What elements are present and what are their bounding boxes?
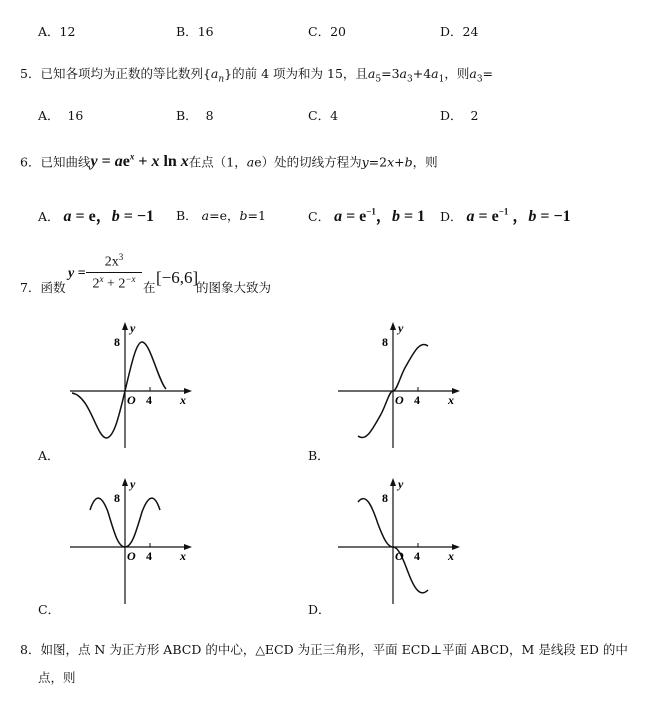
- q6-stem-d: ，则: [412, 154, 438, 170]
- graph-b-y-label: y: [398, 321, 404, 335]
- q4-option-d-text: 24: [462, 24, 479, 39]
- graph-d-x-tick-label: 4: [414, 549, 420, 563]
- q8-number: 8．: [20, 642, 41, 657]
- q6-curve-exp: x: [129, 152, 135, 162]
- graph-d-y-tick-label: 8: [382, 491, 388, 505]
- q5-option-c-label: C．: [308, 108, 331, 123]
- q6-option-a[interactable]: [38, 203, 154, 226]
- q4-option-b-text: 16: [197, 24, 214, 39]
- q7-graph-a: [66, 320, 196, 450]
- q7-fn-den-b-exp: −x: [125, 273, 136, 284]
- q6-option-b-label: B．: [176, 208, 198, 223]
- q6-option-c-a: a: [334, 208, 343, 225]
- graph-b-y-tick-label: 8: [382, 335, 388, 349]
- q6-stem-ae2: e: [254, 154, 262, 170]
- q6-option-a-b: b: [111, 208, 120, 225]
- q5-seq-open: {: [202, 66, 211, 81]
- q5-cond-a1: a: [431, 66, 439, 81]
- q6-number: 6．: [20, 154, 41, 170]
- graph-a-x-tick-label: 4: [146, 393, 152, 407]
- q5-cond-a3: a: [399, 66, 407, 81]
- graph-d-y-arrow-icon: [390, 478, 396, 486]
- q5-stem-a: 已知各项均为正数的等比数列: [40, 66, 203, 81]
- q5-cond-eq: =3: [381, 66, 400, 81]
- q7-graph-b: [334, 320, 464, 450]
- q6-curve-x2: x: [180, 153, 189, 171]
- q6-tangent-eq: =2: [368, 154, 388, 170]
- q7-graph-d: [334, 476, 464, 606]
- graph-a-curve: [72, 342, 166, 438]
- q7-stem-b: 在: [143, 280, 156, 295]
- q7-number: 7．: [20, 280, 41, 295]
- q6-option-c-sep: ，: [375, 208, 392, 225]
- q5-cond-a5-sub: 5: [375, 74, 382, 85]
- q6-curve-a: a: [114, 153, 123, 171]
- q4-option-a-label: A．: [38, 24, 60, 39]
- q6-option-d-expr: [467, 208, 571, 225]
- q6-option-a-eq2: = −1: [119, 208, 154, 225]
- q6-option-b-b: b: [239, 208, 248, 223]
- q6-curve-x: x: [151, 153, 160, 171]
- graph-b-y-arrow-icon: [390, 322, 396, 330]
- q4-option-b-label: B．: [176, 24, 198, 39]
- q6-option-d-eq1: = e: [474, 208, 499, 225]
- q6-option-d-exp: −1: [498, 206, 509, 217]
- q6-stem-b: 在点（1，: [188, 154, 247, 170]
- q6-option-b-a: a: [201, 208, 210, 223]
- q5-option-b[interactable]: [176, 106, 214, 124]
- q7-interval: [−6,6]: [156, 268, 199, 287]
- q5-option-d-text: 2: [470, 108, 479, 123]
- q4-option-c[interactable]: [308, 22, 346, 40]
- q7-number-line: [20, 278, 65, 296]
- q5-seq-close: }: [224, 66, 233, 81]
- q6-curve-y: y: [90, 153, 98, 171]
- q5-cond-a1-sub: 1: [438, 74, 445, 85]
- q6-option-d-label: D．: [440, 209, 463, 224]
- q8-line-1: [20, 640, 628, 658]
- q6-option-c-eq2: = 1: [399, 208, 426, 225]
- q4-option-b[interactable]: [176, 22, 214, 40]
- q6-option-b[interactable]: [176, 206, 266, 224]
- q6-option-d-a: a: [466, 208, 475, 225]
- q7-fn-num-exp: 3: [118, 252, 124, 262]
- q5-option-d-label: D．: [440, 108, 463, 123]
- q4-option-a[interactable]: [38, 22, 75, 40]
- q5-stem-c: ，则: [444, 66, 470, 81]
- q4-option-c-label: C．: [308, 24, 331, 39]
- q7-stem-c: 的图象大致为: [196, 280, 272, 295]
- q5-option-a-text: 16: [67, 108, 84, 123]
- q5-ask-sub: 3: [476, 74, 483, 85]
- q7-fn-den-a: 2: [92, 276, 100, 292]
- q6-option-d-b: b: [528, 208, 537, 225]
- q7-stem-a: 函数: [40, 280, 66, 295]
- q5-option-b-label: B．: [176, 108, 198, 123]
- q4-option-d-label: D．: [440, 24, 463, 39]
- graph-c-x-label: x: [180, 549, 186, 563]
- graph-b-x-tick-label: 4: [414, 393, 420, 407]
- q5-cond-a3-sub: 3: [406, 74, 413, 85]
- q6-tangent-x: x: [387, 154, 395, 170]
- q6-curve-e: e: [122, 153, 130, 171]
- q6-option-a-eq1: = e，: [71, 208, 112, 225]
- q6-option-a-a: a: [63, 208, 72, 225]
- q6-curve-ln: ln: [159, 153, 181, 171]
- q7-fn-numerator: [86, 252, 142, 271]
- q7-fn-den-a-exp: x: [99, 273, 104, 284]
- graph-c-y-arrow-icon: [122, 478, 128, 486]
- graph-c-y-tick-label: 8: [114, 491, 120, 505]
- q5-ask-a: a: [469, 66, 477, 81]
- q5-option-d[interactable]: [440, 106, 478, 124]
- q6-option-c[interactable]: [308, 203, 425, 226]
- q7-graph-c: [66, 476, 196, 606]
- q6-option-d[interactable]: [440, 203, 571, 226]
- graph-a-y-tick-label: 8: [114, 335, 120, 349]
- graph-d-x-label: x: [448, 549, 454, 563]
- q7-fn-den-plus: + 2: [103, 276, 126, 292]
- q6-option-a-label: A．: [38, 209, 60, 224]
- q7-fn-num: 2x: [104, 254, 119, 270]
- q6-stem-ae: a: [246, 154, 255, 170]
- q5-stem: [20, 64, 493, 85]
- q7-option-c-label[interactable]: C．: [38, 602, 61, 617]
- q7-fn-lhs: [68, 266, 86, 282]
- q6-option-c-expr: [334, 208, 425, 225]
- graph-c-x-tick-label: 4: [146, 549, 152, 563]
- q6-curve-equation: [90, 153, 188, 170]
- q5-option-a[interactable]: [38, 106, 83, 124]
- q5-cond-a5: a: [367, 66, 376, 81]
- q4-option-d[interactable]: [440, 22, 478, 40]
- q5-ask-eq: =: [482, 66, 494, 81]
- q6-option-a-expr: [64, 208, 154, 225]
- q7-fn-denominator: [86, 274, 142, 293]
- q6-stem-c: ）处的切线方程为: [261, 154, 362, 170]
- q6-option-b-eq1: =e，: [209, 208, 240, 223]
- q7-option-b-label[interactable]: B．: [308, 448, 330, 463]
- graph-b-x-label: x: [448, 393, 454, 407]
- q6-option-b-eq2: =1: [247, 208, 266, 223]
- q5-option-b-text: 8: [205, 108, 214, 123]
- q7-option-d-label[interactable]: D．: [308, 602, 331, 617]
- q5-option-c-text: 4: [330, 108, 339, 123]
- q6-option-c-eq1: = e: [342, 208, 367, 225]
- q6-tangent-y: y: [361, 154, 369, 170]
- q7-fn-fraction: [86, 252, 142, 292]
- q4-option-c-text: 20: [330, 24, 346, 39]
- q4-option-a-text: 12: [59, 24, 76, 39]
- q8-line-2: 点，则: [38, 670, 76, 685]
- graph-a-y-arrow-icon: [122, 322, 128, 330]
- q6-curve-eq: =: [97, 153, 115, 171]
- graph-a-y-label: y: [130, 321, 136, 335]
- q5-seq-sub: n: [218, 74, 225, 85]
- q6-tangent-b: b: [404, 154, 413, 170]
- q5-seq-var: a: [210, 66, 219, 81]
- q6-stem-a: 已知曲线: [40, 154, 91, 170]
- q6-option-d-eq2: = −1: [536, 208, 571, 225]
- q5-option-c[interactable]: [308, 106, 338, 124]
- q7-option-a-label[interactable]: A．: [38, 448, 60, 463]
- q5-stem-b: 的前 4 项为和为 15，且: [232, 66, 368, 81]
- graph-c-origin: O: [127, 549, 136, 563]
- q7-fn-y: y: [68, 266, 75, 281]
- q6-option-c-label: C．: [308, 209, 331, 224]
- graph-b-origin: O: [395, 393, 404, 407]
- graph-a-x-label: x: [180, 393, 186, 407]
- q6-option-c-exp: −1: [366, 206, 376, 217]
- graph-c-y-label: y: [130, 477, 136, 491]
- graph-d-y-label: y: [398, 477, 404, 491]
- q7-fn-eq: =: [74, 266, 86, 281]
- q6-tangent-plus: +: [394, 154, 405, 170]
- graph-d-origin: O: [395, 549, 404, 563]
- q6-option-c-b: b: [391, 208, 400, 225]
- q5-option-a-label: A．: [38, 108, 60, 123]
- q6-curve-plus: +: [134, 153, 152, 171]
- q6-stem: [20, 152, 438, 171]
- q8-line1-text: 如图，点 N 为正方形 ABCD 的中心，△ECD 为正三角形，平面 ECD⊥平面 ABCD，M 是线段 ED 的中: [40, 642, 628, 657]
- q5-cond-plus: +4: [412, 66, 432, 81]
- q5-number: 5．: [20, 66, 41, 81]
- q6-option-d-sep: ，: [508, 208, 529, 225]
- graph-a-origin: O: [127, 393, 136, 407]
